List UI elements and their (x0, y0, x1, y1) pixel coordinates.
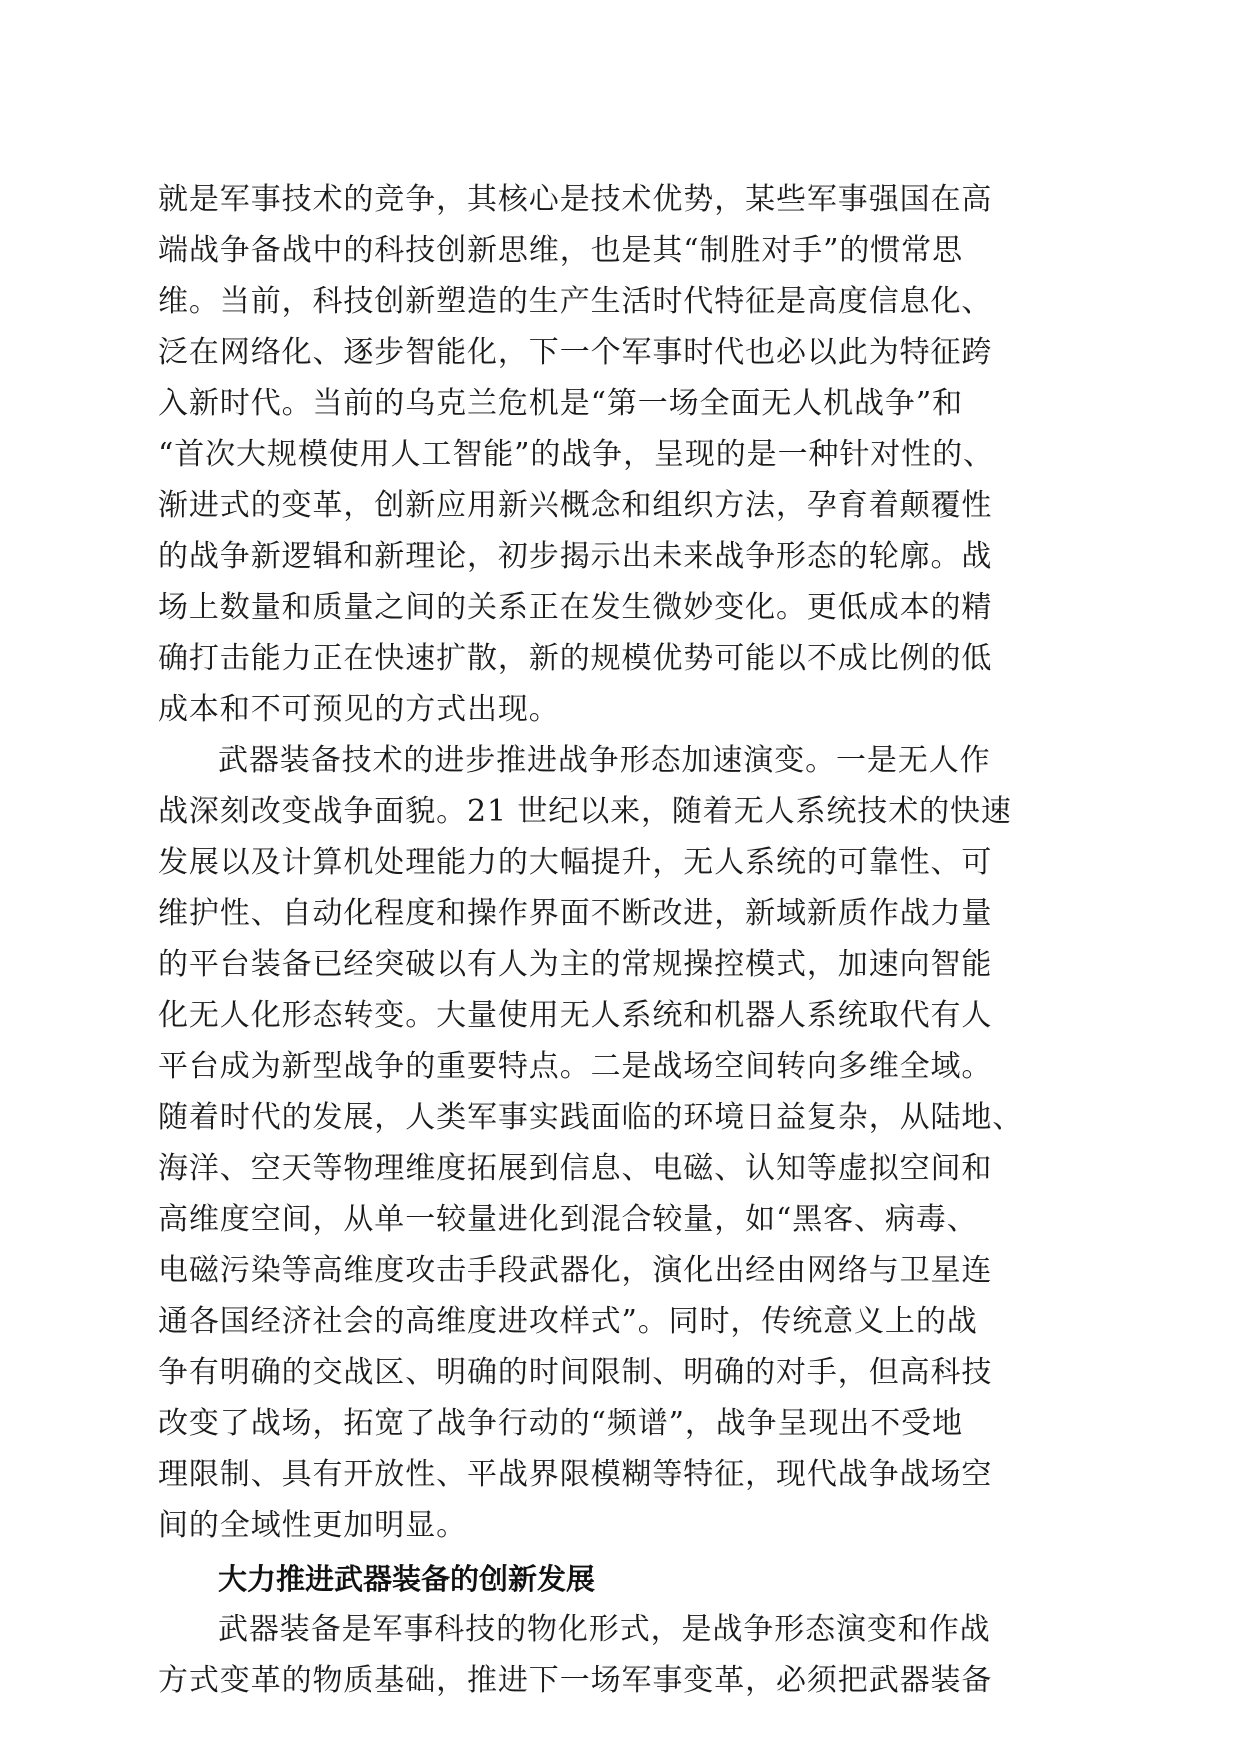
text-line: 平台成为新型战争的重要特点。二是战场空间转向多维全域。 (158, 1049, 993, 1084)
text-line: 随着时代的发展，人类军事实践面临的环境日益复杂，从陆地、 (158, 1100, 1024, 1135)
text-line: 的平台装备已经突破以有人为主的常规操控模式，加速向智能 (158, 947, 993, 982)
text-line: 电磁污染等高维度攻击手段武器化，演化出经由网络与卫星连 (158, 1253, 993, 1288)
text-line: 战深刻改变战争面貌。21 世纪以来，随着无人系统技术的快速 (158, 794, 1012, 829)
text-line: 确打击能力正在快速扩散，新的规模优势可能以不成比例的低 (158, 641, 993, 676)
text-line: 维护性、自动化程度和操作界面不断改进，新域新质作战力量 (158, 896, 993, 931)
text-line: 场上数量和质量之间的关系正在发生微妙变化。更低成本的精 (158, 590, 993, 625)
text-line: 高维度空间，从单一较量进化到混合较量，如“黑客、病毒、 (158, 1202, 978, 1237)
section-heading: 大力推进武器装备的创新发展 (218, 1562, 596, 1596)
text-line: 通各国经济社会的高维度进攻样式”。同时，传统意义上的战 (158, 1304, 978, 1339)
text-line: 改变了战场，拓宽了战争行动的“频谱”，战争呈现出不受地 (158, 1406, 963, 1441)
text-line: 理限制、具有开放性、平战界限模糊等特征，现代战争战场空 (158, 1457, 993, 1492)
text-line: 争有明确的交战区、明确的时间限制、明确的对手，但高科技 (158, 1355, 993, 1390)
text-line: 发展以及计算机处理能力的大幅提升，无人系统的可靠性、可 (158, 845, 993, 880)
paragraph-first-line: 武器装备是军事科技的物化形式，是战争形态演变和作战 (218, 1612, 991, 1647)
text-line: “首次大规模使用人工智能”的战争，呈现的是一种针对性的、 (158, 437, 994, 472)
text-line: 海洋、空天等物理维度拓展到信息、电磁、认知等虚拟空间和 (158, 1151, 993, 1186)
text-line: 方式变革的物质基础，推进下一场军事变革，必须把武器装备 (158, 1663, 993, 1698)
text-line: 化无人化形态转变。大量使用无人系统和机器人系统取代有人 (158, 998, 993, 1033)
text-line: 入新时代。当前的乌克兰危机是“第一场全面无人机战争”和 (158, 386, 963, 421)
paragraph-first-line: 武器装备技术的进步推进战争形态加速演变。一是无人作 (218, 743, 991, 778)
text-line: 成本和不可预见的方式出现。 (158, 692, 560, 727)
text-line: 泛在网络化、逐步智能化，下一个军事时代也必以此为特征跨 (158, 335, 993, 370)
text-line: 的战争新逻辑和新理论，初步揭示出未来战争形态的轮廓。战 (158, 539, 993, 574)
text-line: 就是军事技术的竞争，其核心是技术优势，某些军事强国在高 (158, 182, 993, 217)
text-line: 维。当前，科技创新塑造的生产生活时代特征是高度信息化、 (158, 284, 993, 319)
text-line: 间的全域性更加明显。 (158, 1508, 467, 1543)
text-line: 端战争备战中的科技创新思维，也是其“制胜对手”的惯常思 (158, 233, 963, 268)
text-line: 渐进式的变革，创新应用新兴概念和组织方法，孕育着颠覆性 (158, 488, 993, 523)
